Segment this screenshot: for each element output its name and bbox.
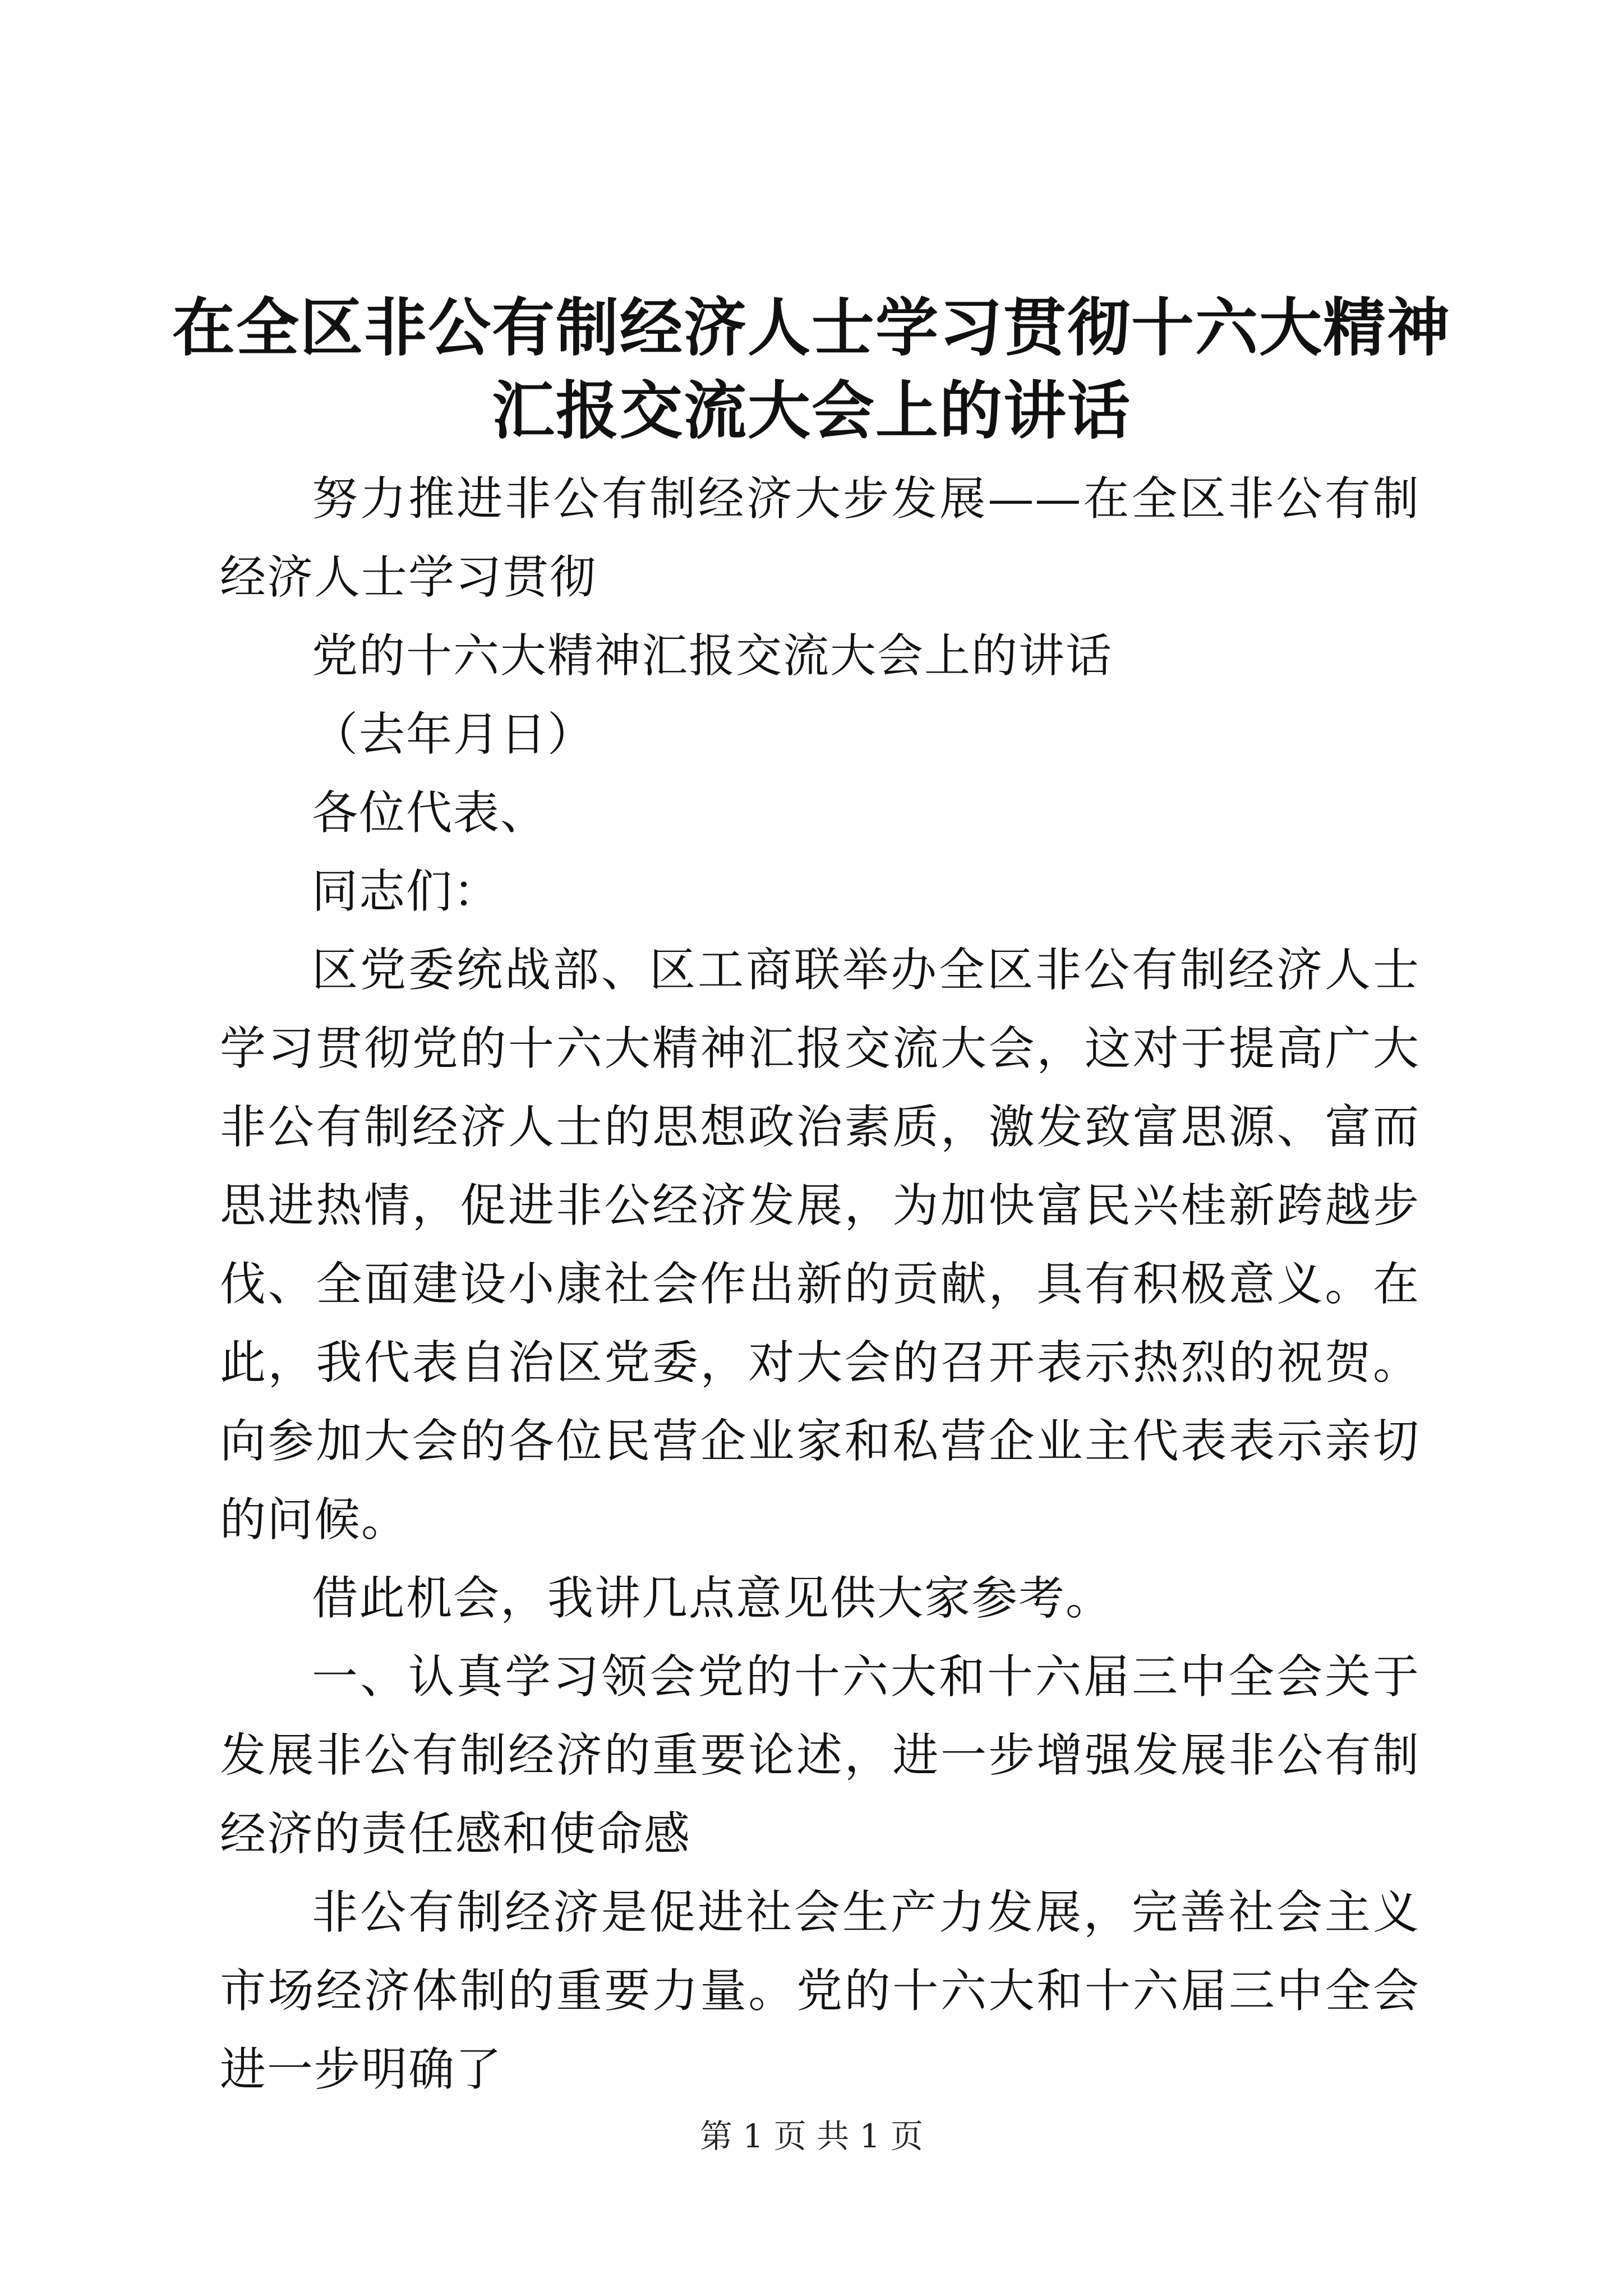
section-heading: 一、认真学习领会党的十六大和十六届三中全会关于发展非公有制经济的重要论述，进一步增强发展非公有制经济的责任感和使命感 <box>220 1650 1420 1861</box>
body-paragraph: 非公有制经济是促进社会生产力发展，完善社会主义市场经济体制的重要力量。党的十六大和十六届三中全会进一步明确了 <box>220 1886 1420 2096</box>
salutation-line-2: 同志们： <box>312 865 501 918</box>
document-body <box>220 460 1420 2109</box>
document-title-line-2: 汇报交流大会上的讲话 <box>492 374 1131 448</box>
body-paragraph: 区党委统战部、区工商联举办全区非公有制经济人士学习贯彻党的十六大精神汇报交流大会，这对于提高广大非公有制经济人士的思想政治素质，激发致富思源、富而思进热情，促进非公经济发展，为加快富民兴桂新跨越步伐、全面建设小康社会作出新的贡献，具有积极意义。在此，我代表自治区党委，对大会的召开表示热烈的祝贺。向参加大会的各位民营企业家和私营企业主代表表示亲切的问候。 <box>220 944 1420 1547</box>
salutation-line-1: 各位代表、 <box>312 786 548 840</box>
page-footer: 第 1 页 共 1 页 <box>700 2117 923 2155</box>
date-line: （去年月日） <box>312 708 595 761</box>
subtitle-continuation: 党的十六大精神汇报交流大会上的讲话 <box>312 629 1113 683</box>
subtitle-paragraph: 努力推进非公有制经济大步发展——在全区非公有制经济人士学习贯彻 <box>220 472 1420 604</box>
document-title-line-1: 在全区非公有制经济人士学习贯彻十六大精神 <box>172 291 1451 365</box>
body-paragraph: 借此机会，我讲几点意见供大家参考。 <box>312 1572 1113 1625</box>
